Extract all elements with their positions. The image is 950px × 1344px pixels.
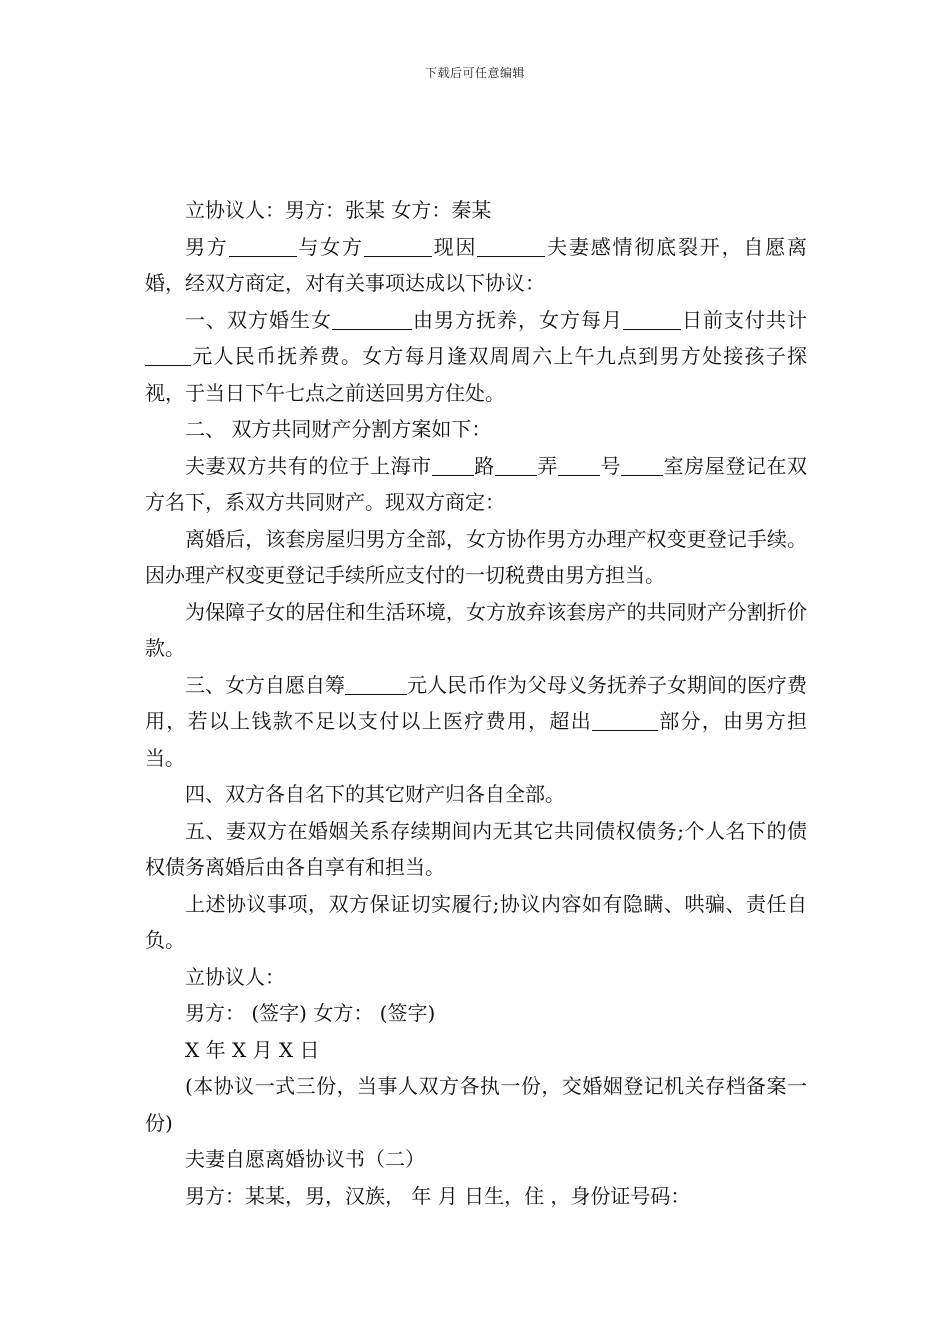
date-line: X 年 X 月 X 日 [185,1037,320,1062]
blank-field[interactable] [229,234,297,257]
blank-field[interactable] [364,234,432,257]
agreement-2-title: 夫妻自愿离婚协议书（二） [185,1147,425,1171]
blank-field[interactable] [345,672,407,695]
clause-2-heading: 二、 双方共同财产分割方案如下： [185,417,492,441]
blank-field[interactable] [332,307,412,330]
clause-4-other-property: 四、双方各自名下的其它财产归各自全部。 [185,782,565,806]
page-header: 下载后可任意编辑 [424,66,525,80]
property-address-paragraph: 夫妻双方共有的位于上海市 路 弄 号 室房屋登记在双方名下，系双方共同财产。现双方商定： [145,453,808,514]
blank-field[interactable] [623,307,681,330]
blank-field[interactable] [558,453,600,476]
blank-field[interactable] [145,343,191,366]
blank-field[interactable] [432,453,474,476]
clause-5-debts: 五、妻双方在婚姻关系存续期间内无其它共同债权债务;个人名下的债权债务离婚后由各自享有和担当。 [145,818,807,879]
blank-field[interactable] [477,234,545,257]
property-waiver-paragraph: 为保障子女的居住和生活环境，女方放弃该套房产的共同财产分割折价款。 [145,599,807,660]
copies-note: (本协议一式三份，当事人双方各执一份，交婚姻登记机关存档备案一份) [145,1074,807,1135]
guarantee-paragraph: 上述协议事项，双方保证切实履行;协议内容如有隐瞒、哄骗、责任自负。 [145,891,807,952]
clause-3-medical-costs: 三、女方自愿自筹 元人民币作为父母义务抚养子女期间的医疗费用，若以上钱款不足以支付以上医疗费用，超出 部分，由男方担当。 [145,672,808,770]
agreement-2-husband-info: 男方：某某，男，汉族， 年 月 日生，住 ，身份证号码： [185,1183,691,1208]
clause-1-child-custody: 一、双方婚生女 由男方抚养，女方每月 日前支付共计元人民币抚养费。女方每月逢双周周六上午九点到男方处接孩子探视，于当日下午七点之前送回男方住处。 [145,307,807,405]
blank-field[interactable] [592,708,658,731]
document-body [145,192,807,1214]
blank-field[interactable] [621,453,663,476]
signature-line: 男方： (签字) 女方： (签字) [185,1001,436,1025]
intro-paragraph: 男方 与女方 现因 夫妻感情彻底裂开，自愿离婚，经双方商定，对有关事项达成以下协议： [145,234,808,295]
signatories-heading: 立协议人： [185,964,285,989]
blank-field[interactable] [495,453,537,476]
signatories-line: 立协议人：男方：张某 女方：秦某 [185,198,492,222]
property-transfer-paragraph: 离婚后，该套房屋归男方全部，女方协作男方办理产权变更登记手续。因办理产权变更登记手续所应支付的一切税费由男方担当。 [145,526,807,587]
